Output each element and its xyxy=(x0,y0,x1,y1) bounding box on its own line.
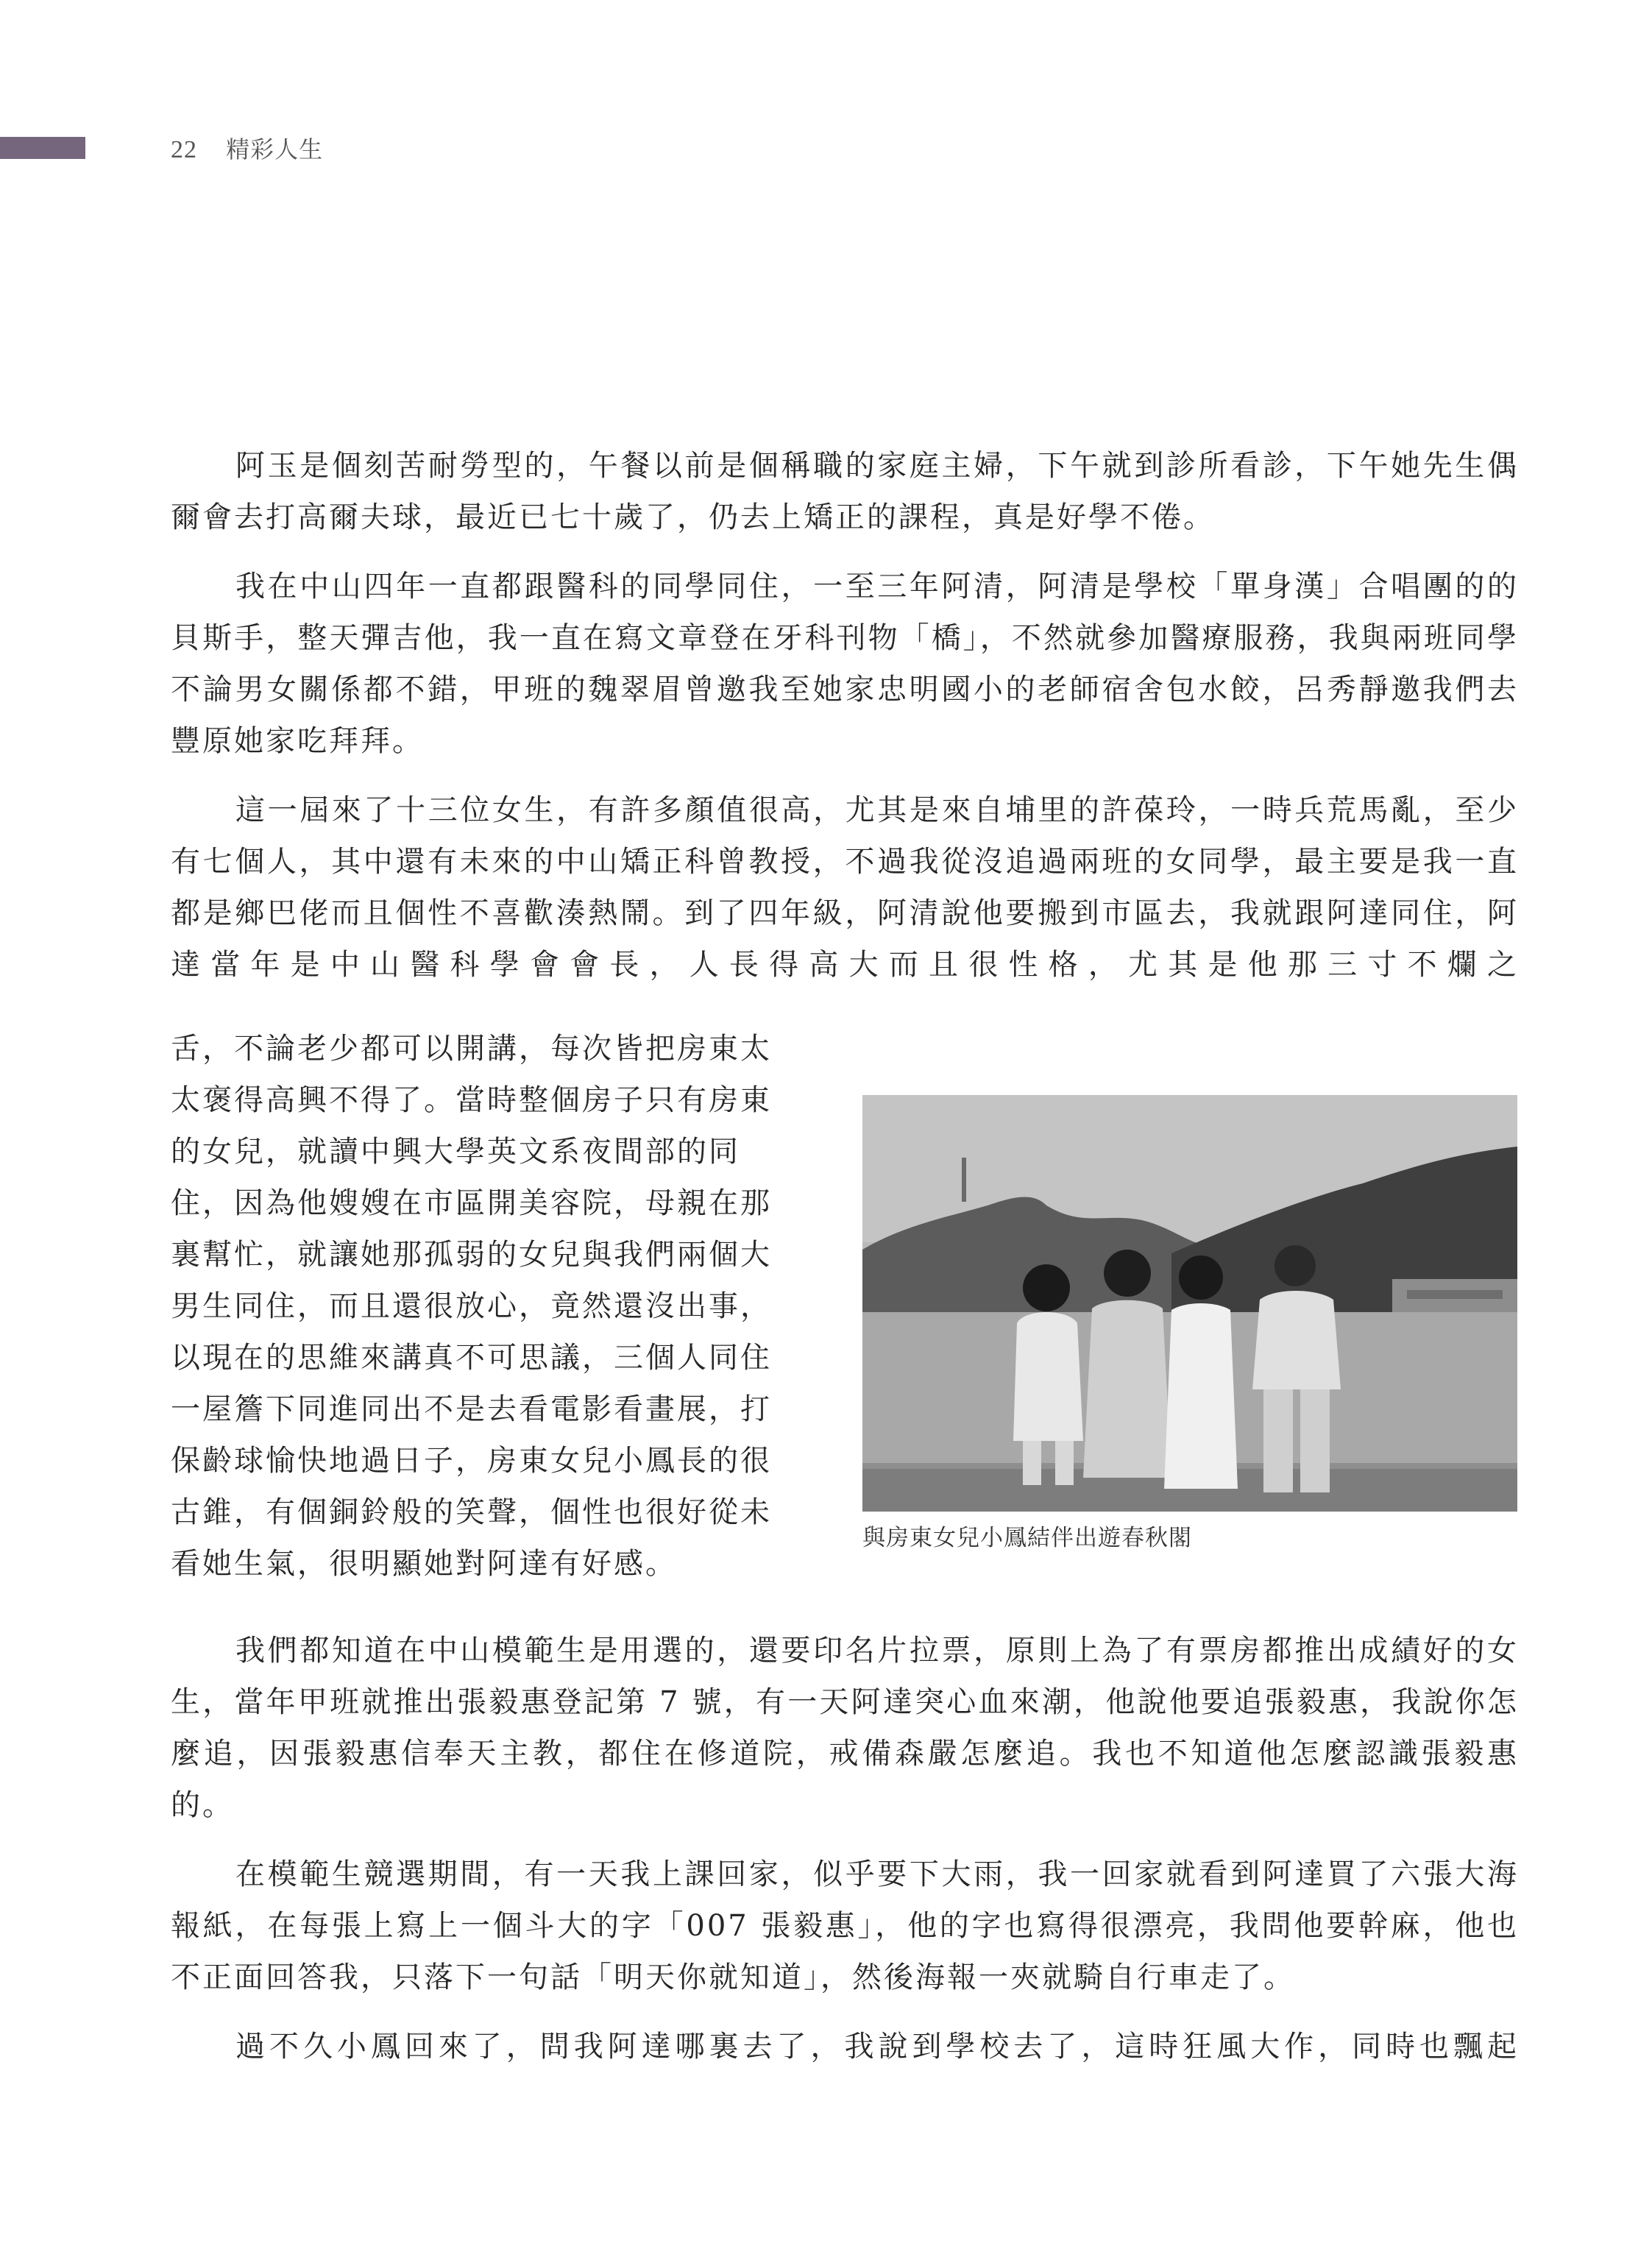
section-title: 精彩人生 xyxy=(226,135,324,163)
text-line: 住，因為他嫂嫂在市區開美容院，母親在那 xyxy=(171,1186,772,1220)
text-line: 裏幫忙，就讓她那孤弱的女兒與我們兩個大 xyxy=(171,1238,772,1272)
paragraph: 阿玉是個刻苦耐勞型的，午餐以前是個稱職的家庭主婦，下午就到診所看診，下午她先生偶爾會去打高爾夫球，最近已七十歲了，仍去上矯正的課程，真是好學不倦。 xyxy=(171,449,1519,534)
paragraph: 在模範生競選期間，有一天我上課回家，似乎要下大雨，我一回家就看到阿達買了六張大海報紙，在每張上寫上一個斗大的字「007 張毅惠」，他的字也寫得很漂亮，我問他要幹麻，他也不正面回答我，只落下一句話「明天你就知道」，然後海報一夾就騎自行車走了。 xyxy=(171,1857,1519,1994)
text-line: 古錐，有個銅鈴般的笑聲，個性也很好從未 xyxy=(171,1495,772,1529)
text-line: 保齡球愉快地過日子，房東女兒小鳳長的很 xyxy=(171,1444,772,1478)
paragraph: 過不久小鳳回來了，問我阿達哪裏去了，我說到學校去了，這時狂風大作，同時也飄起 xyxy=(235,2030,1519,2064)
paragraph: 這一屆來了十三位女生，有許多顏值很高，尤其是來自埔里的許葆玲，一時兵荒馬亂，至少有七個人，其中還有未來的中山矯正科曾教授，不過我從沒追過兩班的女同學，最主要是我一直都是鄉巴佬而且個性不喜歡湊熱鬧。到了四年級，阿清說他要搬到市區去，我就跟阿達同住，阿達當年是中山醫科學會會長，人長得高大而且很性格，尤其是他那三寸不爛之 xyxy=(171,793,1519,982)
running-header xyxy=(171,131,323,165)
photo-caption: 與房東女兒小鳳結伴出遊春秋閣 xyxy=(862,1525,1192,1551)
wrapped-text-column xyxy=(171,1023,811,1590)
text-line: 一屋簷下同進同出不是去看電影看畫展，打 xyxy=(171,1392,772,1426)
text-line: 男生同住，而且還很放心，竟然還沒出事， xyxy=(171,1289,772,1323)
photo-image xyxy=(862,1095,1517,1512)
text-line: 看她生氣，很明顯她對阿達有好感。 xyxy=(171,1547,677,1581)
paragraph: 我在中山四年一直都跟醫科的同學同住，一至三年阿清，阿清是學校「單身漢」合唱團的的貝斯手，整天彈吉他，我一直在寫文章登在牙科刊物「橋」，不然就參加醫療服務，我與兩班同學不論男女關係都不錯，甲班的魏翠眉曾邀我至她家忠明國小的老師宿舍包水餃，呂秀靜邀我們去豐原她家吃拜拜。 xyxy=(171,570,1519,758)
page-number: 22 xyxy=(171,136,197,163)
page-color-tab xyxy=(0,137,85,159)
body-text-top xyxy=(171,440,1519,991)
photo xyxy=(862,1095,1517,1512)
text-line: 的女兒，就讀中興大學英文系夜間部的同 xyxy=(171,1135,740,1169)
paragraph: 我們都知道在中山模範生是用選的，還要印名片拉票，原則上為了有票房都推出成績好的女生，當年甲班就推出張毅惠登記第 7 號，有一天阿達突心血來潮，他說他要追張毅惠，我說你怎麼追，因張毅惠信奉天主教，都住在修道院，戒備森嚴怎麼追。我也不知道他怎麼認識張毅惠的。 xyxy=(171,1634,1519,1822)
text-line: 以現在的思維來講真不可思議，三個人同住 xyxy=(171,1341,772,1375)
body-text-bottom xyxy=(171,1625,1519,2072)
text-line: 太褒得高興不得了。當時整個房子只有房東 xyxy=(171,1083,772,1117)
text-line: 舌，不論老少都可以開講，每次皆把房東太 xyxy=(171,1032,772,1066)
